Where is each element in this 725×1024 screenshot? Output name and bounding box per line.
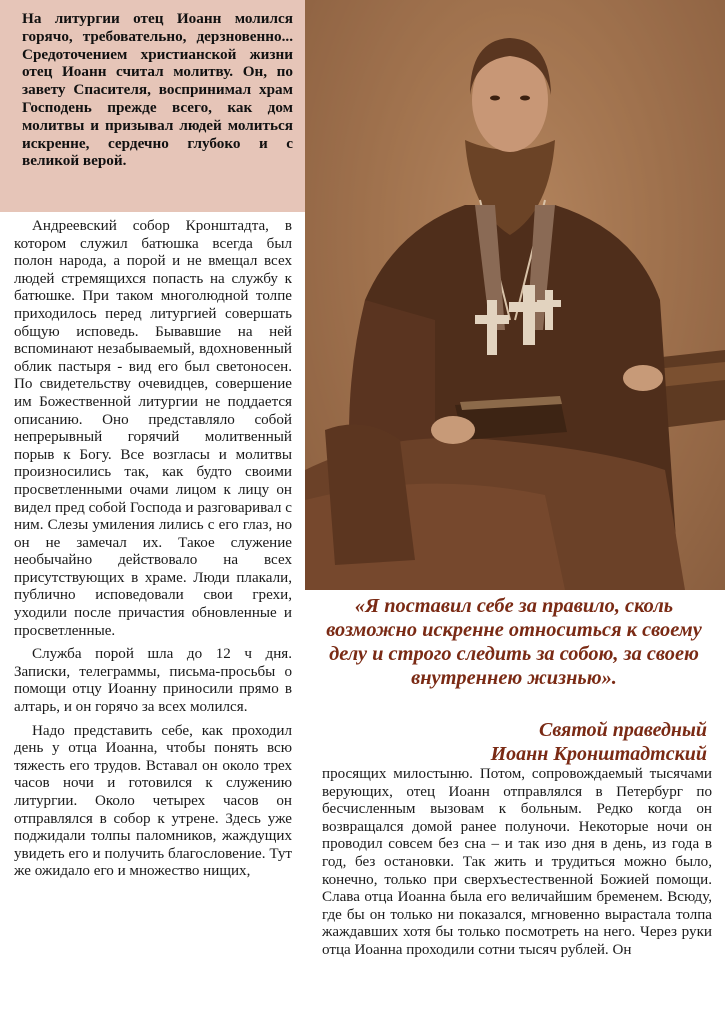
pull-quote-text: «Я поставил себе за правило, сколь возможно искренне относиться к своему делу и строго следить за собою, за своею внутреннею жизнью». — [326, 595, 702, 689]
right-paragraph-1: просящих милостыню. Потом, сопровождаемый тысячами верующих, отец Иоанн отправлялся в Петербург по бесчисленным вызовам к больным. Редко когда он возвращался домой ранее полуночи. Некоторые ночи он проводил совсем без сна – и так изо дня в день, из года в год, без остановки. Так жить и трудиться можно было, конечно, только при сверхъестественной Божией помощи. Слава отца Иоанна была его величайшим бременем. Всюду, где бы он только ни показался, мгновенно вырастала толпа жаждавших хотя бы только посмотреть на него. Через руки отца Иоанна проходили сотни тысяч рублей. Он — [322, 766, 712, 958]
left-paragraph-1: Андреевский собор Кронштадта, в котором служил батюшка всегда был полон народа, а порой и не вмещал всех людей стремящихся попасть на службу к батюшке. При таком многолюдной толпе приходилось перед литургией совершать общую исповедь. Бывавшие на ней вспоминают незабываемый, вдохновенный облик пастыря - вид его был светоносен. По свидетельству очевидцев, совершение им Божественной литургии не поддается описанию. Оно представляло собой непрерывный горячий молитвенный порыв к Богу. Все возгласы и молитвы произносились так, как будто своими просветленными очами лицом к лицу он видел пред собой Господа и разговаривал с ним. Слезы умиления лились с его глаз, но он не замечал их. Такое служение необычайно действовало на всех присутствующих в храме. Люди плакали, публично исповедовали свои грехи, уходили после причастия обновленные и просветленные. — [14, 218, 292, 639]
portrait-photo — [305, 0, 725, 590]
left-column — [14, 218, 292, 881]
attribution-line-1: Святой праведный — [539, 719, 707, 741]
lead-text: На литургии отец Иоанн молился горячо, требовательно, дерзновенно... Средоточением христианской жизни отец Иоанн считал молитву. Он, по завету Спасителя, воспринимал храм Господень прежде всего, как дом молитвы и призывал людей молиться искренне, сердечно глубоко и с великой верой. — [22, 10, 293, 170]
right-column — [322, 766, 712, 960]
portrait-illustration — [305, 0, 725, 590]
attribution-line-2: Иоанн Кронштадтский — [490, 743, 707, 765]
left-paragraph-3: Надо представить себе, как проходил день у отца Иоанна, чтобы понять всю тяжесть его трудов. Вставал он около трех часов ночи и готовился к служению литургии. Около четырех часов он отправлялся в собор к утрене. Здесь уже поджидали толпы паломников, жаждущих увидеть его и получить благословение. Тут же ожидало его и множество нищих, — [14, 722, 292, 880]
lead-paragraph — [0, 0, 305, 212]
quote-attribution — [347, 718, 707, 766]
pull-quote — [318, 594, 710, 690]
left-paragraph-2: Служба порой шла до 12 ч дня. Записки, телеграммы, письма-просьбы о помощи отцу Иоанну приносили прямо в алтарь, и он горячо за всех молился. — [14, 646, 292, 716]
